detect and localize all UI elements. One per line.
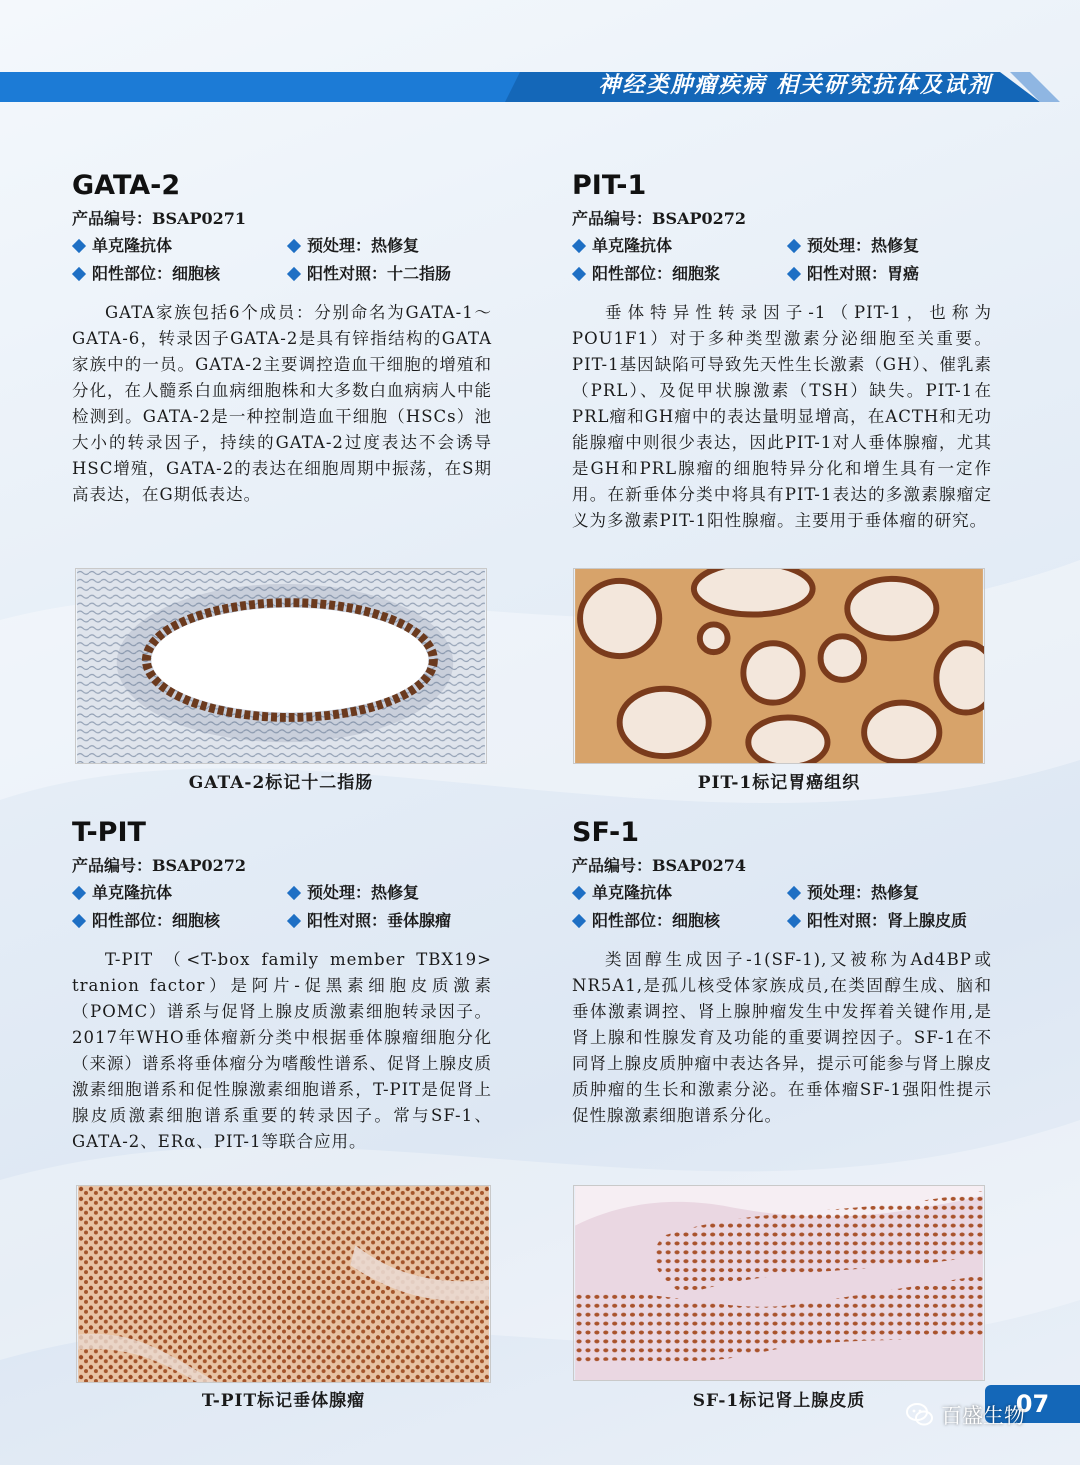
ihc-image-pituitary-adenoma <box>76 1185 491 1383</box>
diamond-bullet-icon <box>787 914 801 928</box>
property-item: 阳性对照：胃癌 <box>787 260 919 288</box>
diamond-bullet-icon <box>287 886 301 900</box>
section-title: PIT-1 <box>572 170 647 201</box>
property-item: 预处理：热修复 <box>787 879 919 907</box>
diamond-bullet-icon <box>287 239 301 253</box>
image-caption: SF-1标记肾上腺皮质 <box>692 1391 866 1411</box>
wechat-watermark <box>905 1400 1025 1430</box>
property-item: 阳性对照：肾上腺皮质 <box>787 907 967 935</box>
property-item: 预处理：热修复 <box>787 232 919 260</box>
diamond-bullet-icon <box>787 239 801 253</box>
image-caption: GATA-2标记十二指肠 <box>188 773 374 793</box>
property-item: 阳性部位：细胞核 <box>72 907 287 935</box>
section-sf1 <box>572 815 1002 1129</box>
property-item: 阳性部位：细胞核 <box>572 907 787 935</box>
diamond-bullet-icon <box>72 914 86 928</box>
diamond-bullet-icon <box>787 267 801 281</box>
product-number: 产品编号：BSAP0272 <box>572 209 747 228</box>
section-description: T-PIT （<T-box family member TBX19> tranion factor）是阿片-促黑素细胞皮质激素（POMC）谱系与促肾上腺皮质激素细胞转录因子。2017年WHO垂体瘤新分类中根据垂体腺瘤细胞分化（来源）谱系将垂体瘤分为嗜酸性谱系、促肾上腺皮质激素细胞谱系和促性腺激素细胞谱系，T-PIT是促肾上腺皮质激素细胞谱系重要的转录因子。常与SF-1、GATA-2、ERα、PIT-1等联合应用。 <box>72 950 492 1151</box>
section-tpit <box>72 815 502 1155</box>
section-title: T-PIT <box>72 817 146 848</box>
watermark-text: 百盛生物 <box>941 1404 1025 1428</box>
property-item: 阳性对照：垂体腺瘤 <box>287 907 451 935</box>
property-list <box>72 232 502 288</box>
diamond-bullet-icon <box>72 239 86 253</box>
diamond-bullet-icon <box>572 886 586 900</box>
diamond-bullet-icon <box>72 886 86 900</box>
diamond-bullet-icon <box>287 914 301 928</box>
property-item: 单克隆抗体 <box>72 879 287 907</box>
image-caption: T-PIT标记垂体腺瘤 <box>201 1391 366 1411</box>
property-item: 单克隆抗体 <box>572 879 787 907</box>
property-item: 阳性对照：十二指肠 <box>287 260 451 288</box>
diamond-bullet-icon <box>72 267 86 281</box>
property-item: 阳性部位：细胞浆 <box>572 260 787 288</box>
diamond-bullet-icon <box>287 267 301 281</box>
product-number: 产品编号：BSAP0271 <box>72 209 247 228</box>
diamond-bullet-icon <box>787 886 801 900</box>
section-description: 类固醇生成因子-1(SF-1),又被称为Ad4BP或NR5A1,是孤儿核受体家族成员,在类固醇生成、脑和垂体激素调控、肾上腺肿瘤发生中发挥着关键作用,是肾上腺和性腺发育及功能的重要调控因子。SF-1在不同肾上腺皮质肿瘤中表达各异，提示可能参与肾上腺皮质肿瘤的生长和激素分泌。在垂体瘤SF-1强阳性提示促性腺激素细胞谱系分化。 <box>572 950 992 1125</box>
property-item: 单克隆抗体 <box>572 232 787 260</box>
property-item: 单克隆抗体 <box>72 232 287 260</box>
property-item: 预处理：热修复 <box>287 232 419 260</box>
ihc-image-gastric-cancer <box>573 568 985 764</box>
ihc-image-duodenum <box>75 568 487 764</box>
section-description: 垂体特异性转录因子-1（PIT-1，也称为POU1F1）对于多种类型激素分泌细胞至关重要。PIT-1基因缺陷可导致先天性生长激素（GH）、催乳素（PRL）、及促甲状腺激素（TSH）缺失。PIT-1在PRL瘤和GH瘤中的表达量明显增高，在ACTH和无功能腺瘤中则很少表达，因此PIT-1对人垂体腺瘤，尤其是GH和PRL腺瘤的细胞特异分化和增生具有一定作用。在新垂体分类中将具有PIT-1表达的多激素腺瘤定义为多激素PIT-1阳性腺瘤。主要用于垂体瘤的研究。 <box>572 303 992 530</box>
header-title: 神经类肿瘤疾病 相关研究抗体及试剂 <box>598 72 992 98</box>
section-gata2 <box>72 168 502 508</box>
property-list <box>572 879 1002 935</box>
section-title: SF-1 <box>572 817 640 848</box>
diamond-bullet-icon <box>572 267 586 281</box>
property-list <box>72 879 502 935</box>
diamond-bullet-icon <box>572 239 586 253</box>
ihc-image-adrenal-cortex <box>573 1185 985 1381</box>
section-description: GATA家族包括6个成员：分别命名为GATA-1～GATA-6，转录因子GATA-2是具有锌指结构的GATA家族中的一员。GATA-2主要调控造血干细胞的增殖和分化，在人髓系白血病细胞株和大多数白血病病人中能检测到。GATA-2是一种控制造血干细胞（HSCs）池大小的转录因子，持续的GATA-2过度表达不会诱导HSC增殖，GATA-2的表达在细胞周期中振荡，在S期高表达，在G期低表达。 <box>72 303 492 504</box>
diamond-bullet-icon <box>572 914 586 928</box>
product-number: 产品编号：BSAP0272 <box>72 856 247 875</box>
property-item: 预处理：热修复 <box>287 879 419 907</box>
property-item: 阳性部位：细胞核 <box>72 260 287 288</box>
property-list <box>572 232 1002 288</box>
section-pit1 <box>572 168 1002 534</box>
wechat-icon <box>905 1400 935 1430</box>
image-caption: PIT-1标记胃癌组织 <box>697 773 861 793</box>
page-number: 07 <box>985 1385 1080 1423</box>
section-title: GATA-2 <box>72 170 181 201</box>
product-number: 产品编号：BSAP0274 <box>572 856 747 875</box>
